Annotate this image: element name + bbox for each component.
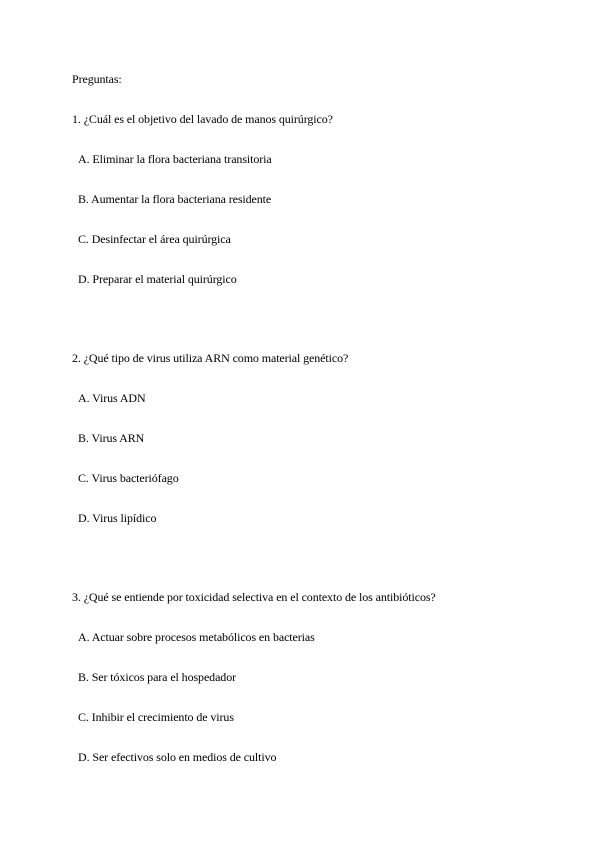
question-2-option-b: B. Virus ARN [78,431,145,445]
question-3-option-b: B. Ser tóxicos para el hospedador [78,670,236,684]
question-2: 2. ¿Qué tipo de virus utiliza ARN como material genético? [72,351,349,365]
question-1-option-d: D. Preparar el material quirúrgico [78,272,237,286]
question-2-option-a: A. Virus ADN [78,391,146,405]
question-1-option-b: B. Aumentar la flora bacteriana residente [78,192,272,206]
question-3: 3. ¿Qué se entiende por toxicidad selectiva en el contexto de los antibióticos? [72,590,436,604]
question-2-option-d: D. Virus lipídico [78,511,157,525]
question-1: 1. ¿Cuál es el objetivo del lavado de manos quirúrgico? [72,112,333,126]
question-1-option-c: C. Desinfectar el área quirúrgica [78,232,231,246]
question-3-option-a: A. Actuar sobre procesos metabólicos en bacterias [78,630,315,644]
question-3-option-d: D. Ser efectivos solo en medios de cultivo [78,750,277,764]
section-header: Preguntas: [72,72,122,86]
question-2-option-c: C. Virus bacteriófago [78,471,179,485]
question-3-option-c: C. Inhibir el crecimiento de virus [78,710,234,724]
question-1-option-a: A. Eliminar la flora bacteriana transitoria [78,152,272,166]
